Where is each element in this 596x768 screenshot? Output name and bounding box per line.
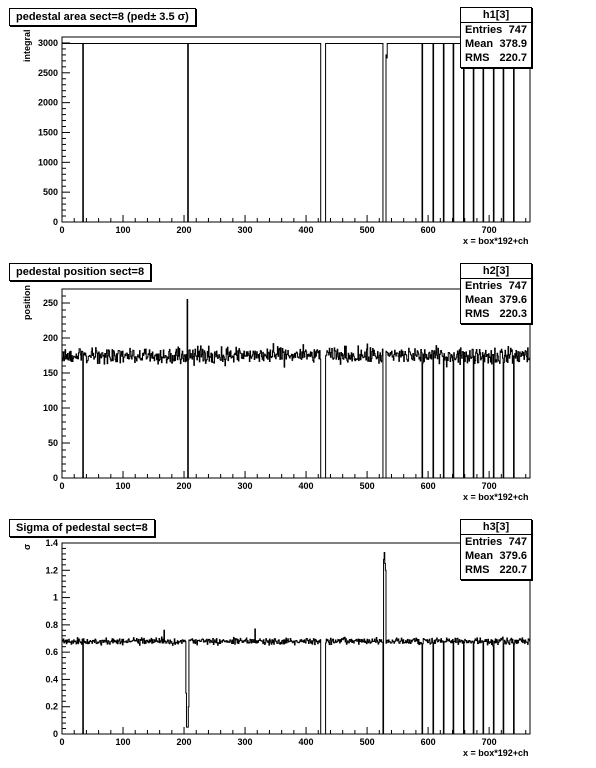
stats-rms-row bbox=[461, 563, 531, 577]
y-tick-label: 1000 bbox=[37, 157, 58, 168]
histogram-3-title: Sigma of pedestal sect=8 bbox=[9, 519, 155, 537]
y-tick-label: 1500 bbox=[37, 127, 58, 138]
y-tick-label: 100 bbox=[42, 403, 58, 413]
stats-mean-label: Mean bbox=[465, 550, 494, 562]
stats-entries-label: Entries bbox=[465, 536, 503, 548]
y-tick-label: 250 bbox=[42, 298, 58, 308]
x-tick-label: 200 bbox=[176, 481, 192, 491]
stats-name: h1[3] bbox=[461, 8, 531, 23]
y-tick-label: 0.6 bbox=[45, 647, 58, 658]
stats-name: h3[3] bbox=[461, 520, 531, 535]
histogram-1-title: pedestal area sect=8 (ped± 3.5 σ) bbox=[9, 8, 196, 26]
stats-mean-value: 378.9 bbox=[499, 38, 527, 50]
y-tick-label: 0.4 bbox=[45, 674, 58, 685]
y-tick-label: 2000 bbox=[37, 97, 58, 108]
x-tick-label: 200 bbox=[176, 737, 192, 747]
x-tick-label: 400 bbox=[298, 481, 314, 491]
y-tick-label: 1.4 bbox=[45, 538, 58, 548]
stats-entries-row bbox=[461, 23, 531, 37]
y-tick-label: 3000 bbox=[37, 37, 58, 48]
x-tick-label: 100 bbox=[115, 481, 131, 491]
x-tick-label: 0 bbox=[59, 481, 65, 491]
stats-mean-value: 379.6 bbox=[499, 294, 527, 306]
stats-rms-value: 220.7 bbox=[499, 564, 527, 576]
x-tick-label: 400 bbox=[298, 737, 314, 747]
stats-entries-value: 747 bbox=[508, 280, 527, 292]
x-tick-label: 300 bbox=[237, 737, 253, 747]
y-tick-label: 0 bbox=[52, 729, 58, 739]
histogram-2-xlabel: x = box*192+ch bbox=[463, 492, 529, 502]
y-tick-label: 1.2 bbox=[45, 565, 58, 576]
y-tick-label: 0.2 bbox=[45, 701, 58, 712]
histogram-3-stats-box bbox=[460, 519, 532, 580]
stats-entries-value: 747 bbox=[508, 536, 527, 548]
x-tick-label: 700 bbox=[481, 481, 497, 491]
y-tick-label: 50 bbox=[47, 438, 58, 448]
x-tick-label: 600 bbox=[420, 737, 436, 747]
stats-entries-row bbox=[461, 535, 531, 549]
x-tick-label: 500 bbox=[359, 481, 375, 491]
x-tick-label: 700 bbox=[481, 737, 497, 747]
stats-rms-label: RMS bbox=[465, 52, 490, 64]
stats-rms-label: RMS bbox=[465, 564, 490, 576]
x-tick-label: 200 bbox=[176, 225, 192, 235]
stats-mean-row bbox=[461, 549, 531, 563]
stats-entries-label: Entries bbox=[465, 24, 503, 36]
y-tick-label: 0 bbox=[52, 473, 58, 483]
x-tick-label: 300 bbox=[237, 481, 253, 491]
histogram-2-stats-box bbox=[460, 263, 532, 324]
y-tick-label: 0.8 bbox=[45, 619, 58, 630]
y-tick-label: 150 bbox=[42, 368, 58, 378]
histogram-pad-3 bbox=[0, 512, 596, 768]
x-tick-label: 600 bbox=[420, 225, 436, 235]
x-tick-label: 700 bbox=[481, 225, 497, 235]
stats-mean-label: Mean bbox=[465, 294, 494, 306]
histogram-pad-1 bbox=[0, 0, 596, 256]
histogram-2-title: pedestal position sect=8 bbox=[9, 263, 151, 281]
x-tick-label: 500 bbox=[359, 225, 375, 235]
histogram-1-xlabel: x = box*192+ch bbox=[463, 236, 529, 246]
y-tick-label: 200 bbox=[42, 333, 58, 343]
histogram-2-ylabel: position bbox=[22, 285, 32, 320]
y-tick-label: 2500 bbox=[37, 67, 58, 78]
x-tick-label: 100 bbox=[115, 225, 131, 235]
stats-rms-value: 220.3 bbox=[499, 308, 527, 320]
stats-mean-row bbox=[461, 293, 531, 307]
y-tick-label: 500 bbox=[42, 187, 58, 198]
stats-rms-value: 220.7 bbox=[499, 52, 527, 64]
y-tick-label: 0 bbox=[52, 217, 58, 227]
x-tick-label: 0 bbox=[59, 225, 65, 235]
histogram-pad-2 bbox=[0, 256, 596, 512]
histogram-3-xlabel: x = box*192+ch bbox=[463, 748, 529, 758]
stats-mean-label: Mean bbox=[465, 38, 494, 50]
stats-rms-row bbox=[461, 51, 531, 65]
x-tick-label: 100 bbox=[115, 737, 131, 747]
stats-mean-value: 379.6 bbox=[499, 550, 527, 562]
stats-name: h2[3] bbox=[461, 264, 531, 279]
x-tick-label: 0 bbox=[59, 737, 65, 747]
stats-entries-value: 747 bbox=[508, 24, 527, 36]
stats-rms-label: RMS bbox=[465, 308, 490, 320]
x-tick-label: 500 bbox=[359, 737, 375, 747]
histogram-1-stats-box bbox=[460, 7, 532, 68]
y-tick-label: 1 bbox=[52, 592, 58, 603]
histogram-3-ylabel: σ bbox=[22, 543, 32, 550]
x-tick-label: 300 bbox=[237, 225, 253, 235]
stats-mean-row bbox=[461, 37, 531, 51]
x-tick-label: 600 bbox=[420, 481, 436, 491]
histogram-1-ylabel: integral bbox=[22, 29, 32, 62]
stats-rms-row bbox=[461, 307, 531, 321]
stats-entries-row bbox=[461, 279, 531, 293]
x-tick-label: 400 bbox=[298, 225, 314, 235]
stats-entries-label: Entries bbox=[465, 280, 503, 292]
